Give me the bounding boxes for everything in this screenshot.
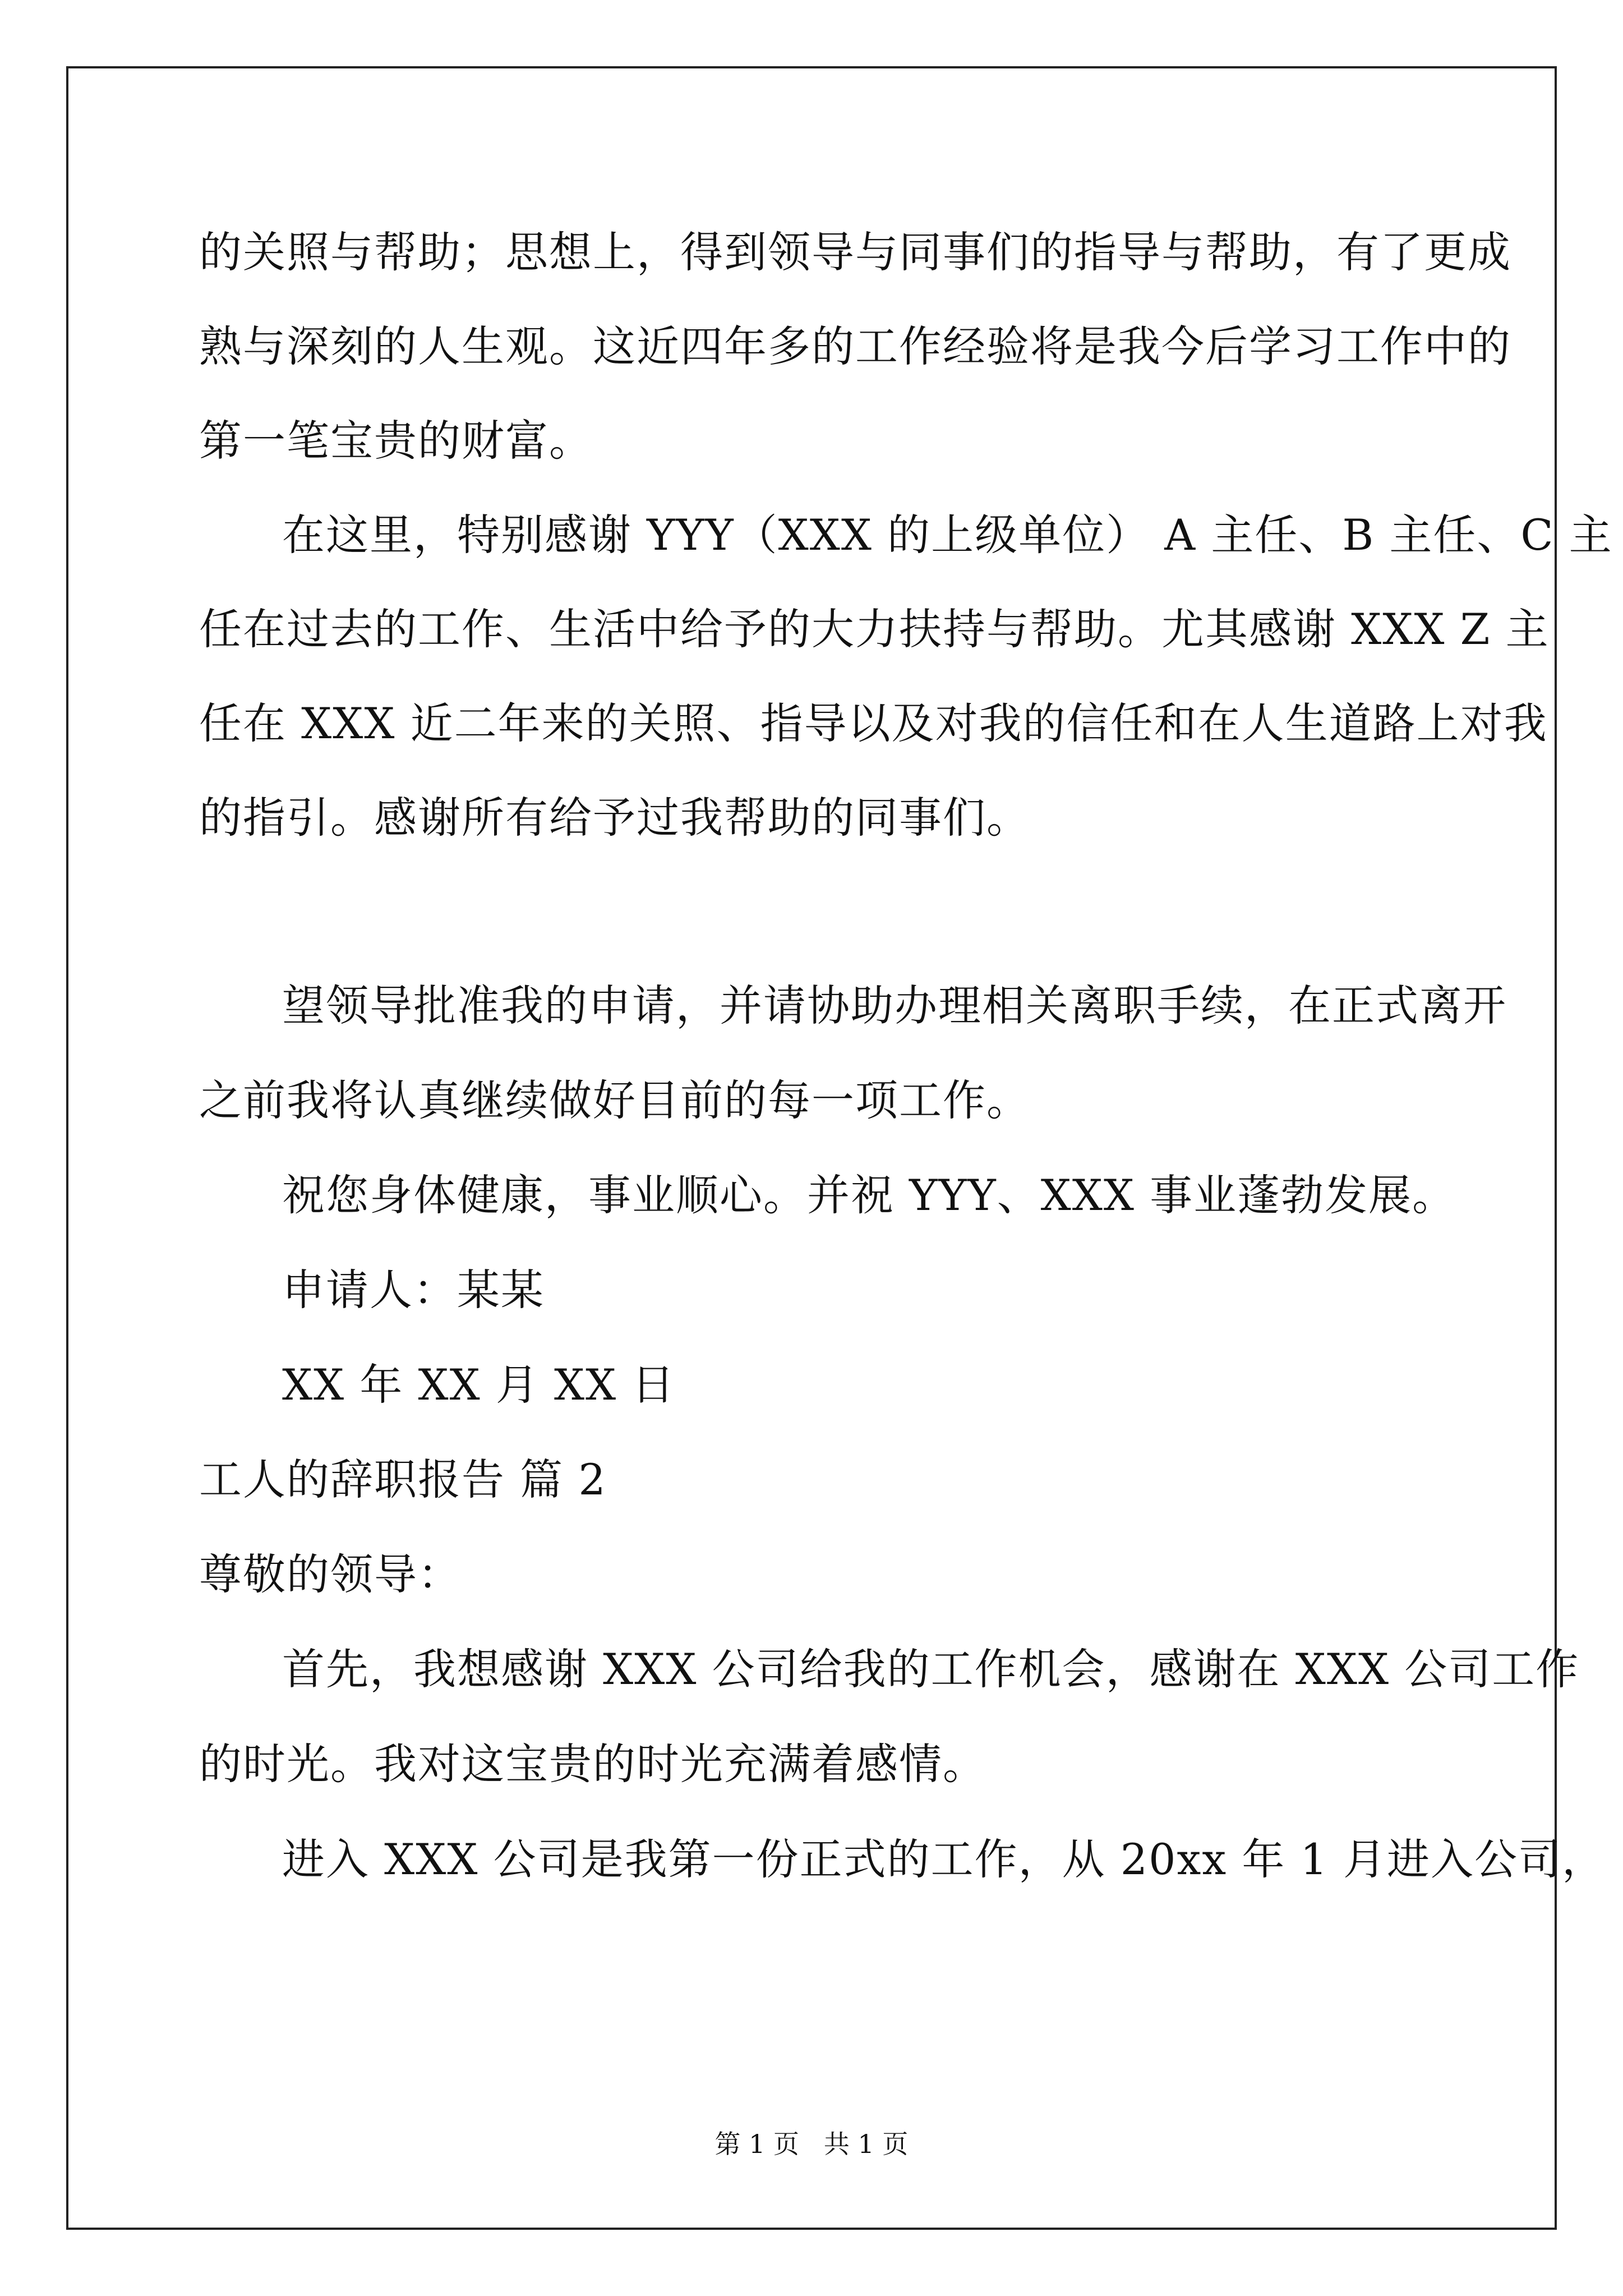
page-border [66,66,1557,2230]
signature-line: 申请人：某某 [282,1265,545,1315]
text-line: 首先，我想感谢 XXX 公司给我的工作机会，感谢在 XXX 公司工作 [282,1644,1580,1694]
text-line: 任在 XXX 近二年来的关照、指导以及对我的信任和在人生道路上对我 [199,698,1548,748]
text-line: 的时光。我对这宝贵的时光充满着感情。 [199,1739,986,1789]
text-line: 的关照与帮助；思想上，得到领导与同事们的指导与帮助，有了更成 [199,227,1511,277]
text-line: 进入 XXX 公司是我第一份正式的工作，从 20xx 年 1 月进入公司， [282,1834,1606,1884]
section-heading: 工人的辞职报告 篇 2 [199,1455,607,1504]
text-line: 望领导批准我的申请，并请协助办理相关离职手续，在正式离开 [282,981,1507,1030]
text-line: 祝您身体健康，事业顺心。并祝 YYY、XXX 事业蓬勃发展。 [282,1170,1456,1220]
text-line: 任在过去的工作、生活中给予的大力扶持与帮助。尤其感谢 XXX Z 主 [199,604,1550,654]
date-line: XX 年 XX 月 XX 日 [282,1360,676,1410]
text-line: 在这里，特别感谢 YYY（XXX 的上级单位） A 主任、B 主任、C 主 [282,510,1613,560]
salutation: 尊敬的领导： [199,1549,462,1599]
page-number-footer: 第 1 页 共 1 页 [714,2129,909,2159]
text-line: 第一笔宝贵的财富。 [199,416,593,466]
text-line: 的指引。感谢所有给予过我帮助的同事们。 [199,793,1030,843]
text-line: 熟与深刻的人生观。这近四年多的工作经验将是我今后学习工作中的 [199,321,1511,371]
text-line: 之前我将认真继续做好目前的每一项工作。 [199,1075,1030,1125]
